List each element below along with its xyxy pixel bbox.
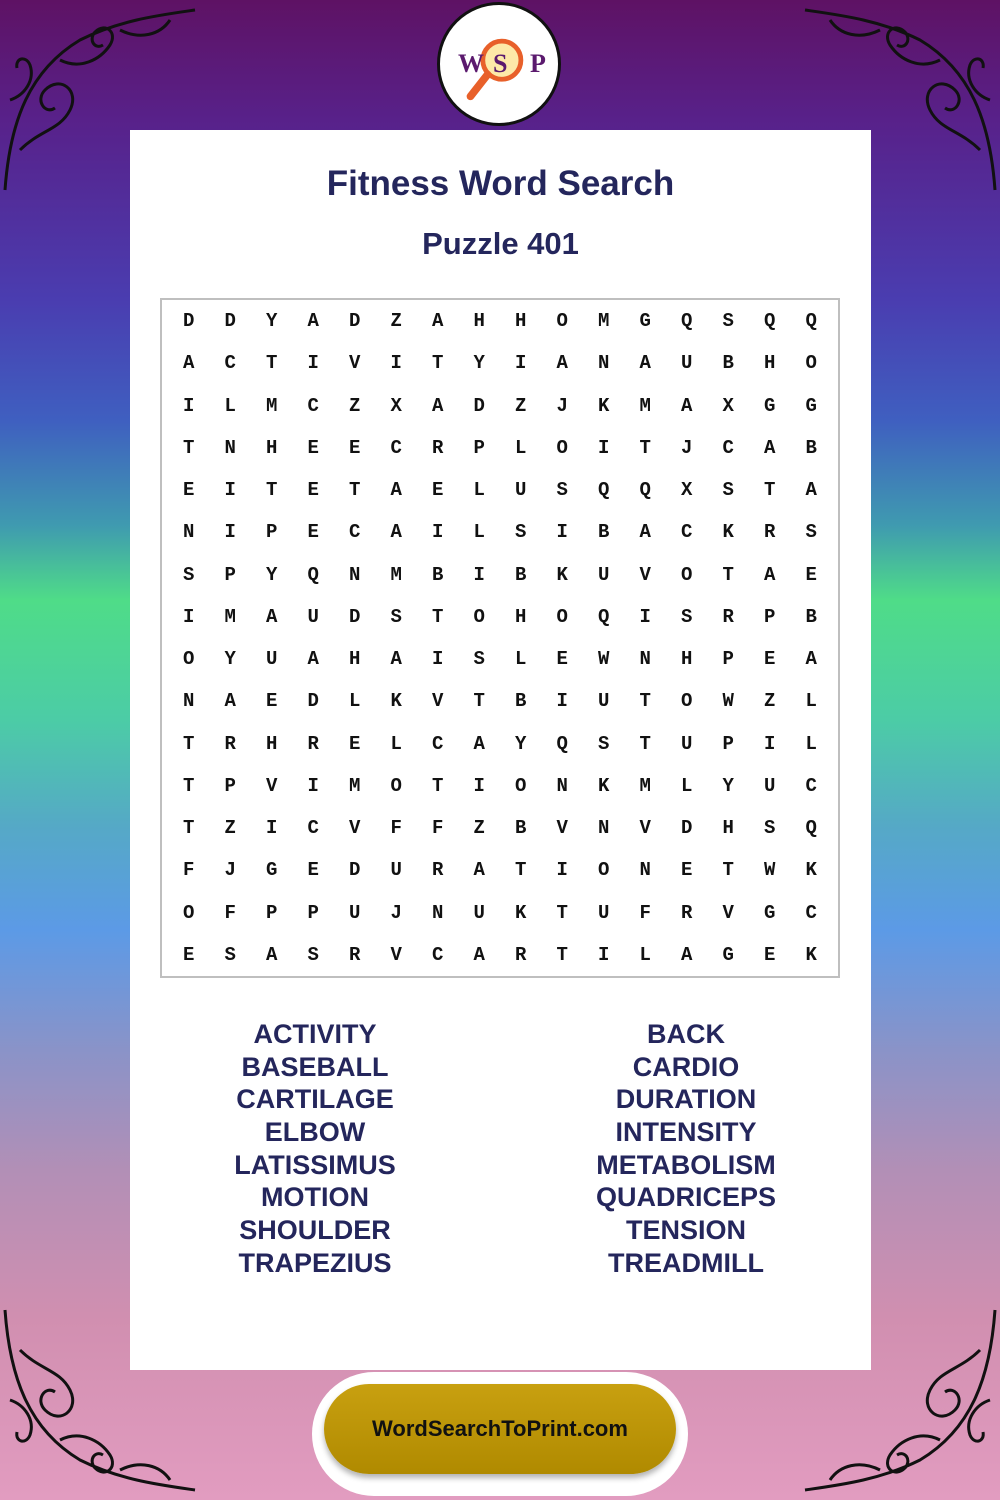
- grid-cell[interactable]: Q: [805, 310, 817, 333]
- grid-cell[interactable]: V: [639, 817, 651, 840]
- grid-cell[interactable]: J: [681, 436, 693, 459]
- grid-cell[interactable]: W: [598, 648, 610, 671]
- grid-cell[interactable]: K: [598, 394, 610, 417]
- grid-cell[interactable]: E: [183, 943, 195, 966]
- grid-cell[interactable]: U: [349, 901, 361, 924]
- grid-cell[interactable]: O: [390, 774, 402, 797]
- grid-cell[interactable]: K: [598, 774, 610, 797]
- grid-cell[interactable]: E: [307, 521, 319, 544]
- grid-cell[interactable]: N: [639, 648, 651, 671]
- grid-cell[interactable]: A: [266, 605, 278, 628]
- grid-cell[interactable]: Z: [349, 394, 361, 417]
- grid-cell[interactable]: E: [764, 648, 776, 671]
- grid-cell[interactable]: S: [183, 563, 195, 586]
- grid-cell[interactable]: A: [432, 310, 444, 333]
- grid-cell[interactable]: V: [722, 901, 734, 924]
- grid-cell[interactable]: I: [639, 605, 651, 628]
- grid-cell[interactable]: C: [432, 943, 444, 966]
- grid-cell[interactable]: C: [722, 436, 734, 459]
- grid-cell[interactable]: V: [556, 817, 568, 840]
- logo-letter-s: S: [493, 49, 508, 78]
- grid-cell[interactable]: R: [224, 732, 236, 755]
- grid-cell[interactable]: E: [349, 436, 361, 459]
- grid-cell[interactable]: L: [349, 690, 361, 713]
- grid-cell[interactable]: K: [805, 943, 817, 966]
- grid-cell[interactable]: A: [805, 479, 817, 502]
- grid-cell[interactable]: L: [805, 690, 817, 713]
- grid-cell[interactable]: A: [432, 394, 444, 417]
- grid-cell[interactable]: T: [639, 436, 651, 459]
- grid-cell[interactable]: E: [681, 859, 693, 882]
- grid-cell[interactable]: A: [473, 859, 485, 882]
- puzzle-number: Puzzle 401: [422, 226, 579, 261]
- grid-cell[interactable]: Y: [266, 563, 278, 586]
- grid-cell[interactable]: C: [390, 436, 402, 459]
- grid-cell[interactable]: M: [266, 394, 278, 417]
- grid-cell[interactable]: D: [349, 310, 361, 333]
- grid-cell[interactable]: V: [266, 774, 278, 797]
- grid-cell[interactable]: U: [598, 901, 610, 924]
- word-list-item: INTENSITY: [615, 1117, 757, 1148]
- grid-cell[interactable]: C: [349, 521, 361, 544]
- grid-cell[interactable]: R: [764, 521, 776, 544]
- grid-cell[interactable]: I: [183, 605, 195, 628]
- grid-cell[interactable]: Q: [639, 479, 651, 502]
- grid-cell[interactable]: I: [266, 817, 278, 840]
- grid-cell[interactable]: T: [266, 479, 278, 502]
- grid-cell[interactable]: O: [681, 563, 693, 586]
- word-list-right: [501, 1018, 871, 1280]
- grid-cell[interactable]: L: [515, 648, 527, 671]
- grid-cell[interactable]: I: [473, 774, 485, 797]
- grid-cell[interactable]: T: [515, 859, 527, 882]
- grid-cell[interactable]: A: [390, 479, 402, 502]
- grid-cell[interactable]: O: [556, 605, 568, 628]
- grid-cell[interactable]: G: [764, 901, 776, 924]
- grid-cell[interactable]: K: [556, 563, 568, 586]
- grid-cell[interactable]: C: [224, 352, 236, 375]
- grid-cell[interactable]: G: [722, 943, 734, 966]
- grid-cell[interactable]: E: [307, 859, 319, 882]
- grid-cell[interactable]: A: [639, 521, 651, 544]
- grid-cell[interactable]: A: [805, 648, 817, 671]
- grid-cell[interactable]: P: [722, 648, 734, 671]
- word-list-item: ELBOW: [264, 1117, 366, 1148]
- grid-cell[interactable]: B: [598, 521, 610, 544]
- grid-cell[interactable]: S: [224, 943, 236, 966]
- grid-cell[interactable]: I: [556, 859, 568, 882]
- grid-cell[interactable]: B: [805, 605, 817, 628]
- grid-cell[interactable]: T: [432, 352, 444, 375]
- grid-cell[interactable]: M: [390, 563, 402, 586]
- grid-cell[interactable]: R: [681, 901, 693, 924]
- grid-cell[interactable]: D: [183, 310, 195, 333]
- grid-cell[interactable]: G: [639, 310, 651, 333]
- grid-cell[interactable]: O: [183, 648, 195, 671]
- grid-cell[interactable]: D: [224, 310, 236, 333]
- grid-cell[interactable]: N: [556, 774, 568, 797]
- grid-cell[interactable]: X: [722, 394, 734, 417]
- grid-cell[interactable]: S: [473, 648, 485, 671]
- grid-cell[interactable]: B: [515, 563, 527, 586]
- grid-cell[interactable]: U: [681, 352, 693, 375]
- grid-cell[interactable]: F: [432, 817, 444, 840]
- grid-cell[interactable]: H: [681, 648, 693, 671]
- grid-cell[interactable]: Z: [390, 310, 402, 333]
- grid-cell[interactable]: G: [764, 394, 776, 417]
- grid-cell[interactable]: C: [307, 817, 319, 840]
- grid-cell[interactable]: I: [432, 648, 444, 671]
- grid-cell[interactable]: A: [639, 352, 651, 375]
- grid-cell[interactable]: T: [722, 859, 734, 882]
- grid-cell[interactable]: L: [681, 774, 693, 797]
- grid-cell[interactable]: I: [764, 732, 776, 755]
- grid-cell[interactable]: O: [681, 690, 693, 713]
- grid-cell[interactable]: S: [805, 521, 817, 544]
- word-list-item: METABOLISM: [596, 1149, 776, 1180]
- word-list-item: DURATION: [615, 1084, 757, 1115]
- grid-cell[interactable]: Y: [515, 732, 527, 755]
- grid-cell[interactable]: A: [556, 352, 568, 375]
- grid-cell[interactable]: C: [805, 901, 817, 924]
- grid-cell[interactable]: D: [681, 817, 693, 840]
- grid-cell[interactable]: I: [224, 479, 236, 502]
- grid-cell[interactable]: G: [266, 859, 278, 882]
- word-list-item: CARTILAGE: [236, 1084, 394, 1115]
- grid-cell[interactable]: R: [432, 436, 444, 459]
- grid-cell[interactable]: U: [598, 563, 610, 586]
- word-list-item: LATISSIMUS: [234, 1149, 396, 1180]
- grid-cell[interactable]: V: [432, 690, 444, 713]
- grid-cell[interactable]: M: [349, 774, 361, 797]
- grid-cell[interactable]: A: [266, 943, 278, 966]
- grid-cell[interactable]: L: [224, 394, 236, 417]
- grid-cell[interactable]: T: [639, 690, 651, 713]
- grid-cell[interactable]: R: [722, 605, 734, 628]
- grid-cell[interactable]: O: [598, 859, 610, 882]
- grid-cell[interactable]: V: [390, 943, 402, 966]
- grid-cell[interactable]: I: [390, 352, 402, 375]
- grid-cell[interactable]: V: [639, 563, 651, 586]
- grid-cell[interactable]: K: [805, 859, 817, 882]
- grid-cell[interactable]: B: [515, 690, 527, 713]
- grid-cell[interactable]: U: [515, 479, 527, 502]
- grid-cell[interactable]: K: [722, 521, 734, 544]
- grid-cell[interactable]: M: [639, 394, 651, 417]
- grid-cell[interactable]: Y: [224, 648, 236, 671]
- grid-cell[interactable]: O: [556, 310, 568, 333]
- grid-cell[interactable]: Y: [266, 310, 278, 333]
- grid-cell[interactable]: H: [266, 436, 278, 459]
- grid-cell[interactable]: Q: [598, 479, 610, 502]
- grid-cell[interactable]: K: [515, 901, 527, 924]
- grid-cell[interactable]: C: [307, 394, 319, 417]
- page-title: Fitness Word Search: [326, 164, 675, 203]
- grid-cell[interactable]: A: [764, 436, 776, 459]
- grid-cell[interactable]: H: [473, 310, 485, 333]
- grid-cell[interactable]: Q: [681, 310, 693, 333]
- grid-cell[interactable]: X: [390, 394, 402, 417]
- grid-cell[interactable]: A: [183, 352, 195, 375]
- grid-cell[interactable]: P: [266, 521, 278, 544]
- website-link[interactable]: WordSearchToPrint.com: [372, 1416, 628, 1441]
- grid-cell[interactable]: S: [307, 943, 319, 966]
- grid-cell[interactable]: J: [390, 901, 402, 924]
- grid-cell[interactable]: I: [598, 436, 610, 459]
- grid-cell[interactable]: E: [556, 648, 568, 671]
- grid-cell[interactable]: P: [307, 901, 319, 924]
- grid-cell[interactable]: U: [598, 690, 610, 713]
- grid-cell[interactable]: R: [349, 943, 361, 966]
- grid-cell[interactable]: Z: [224, 817, 236, 840]
- grid-cell[interactable]: U: [390, 859, 402, 882]
- grid-cell[interactable]: S: [764, 817, 776, 840]
- grid-cell[interactable]: T: [432, 774, 444, 797]
- grid-cell[interactable]: C: [805, 774, 817, 797]
- grid-cell[interactable]: O: [556, 436, 568, 459]
- grid-cell[interactable]: I: [598, 943, 610, 966]
- grid-cell[interactable]: U: [307, 605, 319, 628]
- grid-cell[interactable]: F: [390, 817, 402, 840]
- logo-letter-w: W: [458, 49, 484, 78]
- grid-cell[interactable]: K: [390, 690, 402, 713]
- grid-cell[interactable]: A: [390, 521, 402, 544]
- word-list-item: ACTIVITY: [253, 1019, 377, 1049]
- word-list-item: SHOULDER: [239, 1215, 391, 1246]
- grid-cell[interactable]: L: [390, 732, 402, 755]
- grid-cell[interactable]: E: [805, 563, 817, 586]
- grid-cell[interactable]: A: [473, 943, 485, 966]
- grid-cell[interactable]: S: [722, 479, 734, 502]
- grid-cell[interactable]: X: [681, 479, 693, 502]
- grid-cell[interactable]: O: [183, 901, 195, 924]
- grid-cell[interactable]: A: [390, 648, 402, 671]
- letter-grid: [160, 298, 840, 978]
- grid-cell[interactable]: J: [224, 859, 236, 882]
- grid-cell[interactable]: D: [307, 690, 319, 713]
- grid-cell[interactable]: B: [515, 817, 527, 840]
- word-list-item: BACK: [647, 1019, 725, 1049]
- grid-cell[interactable]: L: [515, 436, 527, 459]
- grid-cell[interactable]: L: [805, 732, 817, 755]
- grid-cell[interactable]: T: [556, 943, 568, 966]
- grid-cell[interactable]: A: [764, 563, 776, 586]
- grid-cell[interactable]: T: [473, 690, 485, 713]
- grid-cell[interactable]: B: [805, 436, 817, 459]
- grid-cell[interactable]: T: [183, 436, 195, 459]
- grid-cell[interactable]: S: [598, 732, 610, 755]
- site-logo[interactable]: [437, 2, 561, 126]
- grid-cell[interactable]: N: [432, 901, 444, 924]
- footer-banner[interactable]: [312, 1372, 688, 1496]
- grid-cell[interactable]: T: [722, 563, 734, 586]
- grid-cell[interactable]: I: [515, 352, 527, 375]
- grid-cell[interactable]: O: [473, 605, 485, 628]
- grid-cell[interactable]: S: [390, 605, 402, 628]
- grid-cell[interactable]: H: [266, 732, 278, 755]
- grid-cell[interactable]: Y: [473, 352, 485, 375]
- grid-cell[interactable]: N: [183, 521, 195, 544]
- website-button[interactable]: [324, 1384, 676, 1474]
- grid-cell[interactable]: F: [183, 859, 195, 882]
- grid-cell[interactable]: S: [556, 479, 568, 502]
- grid-cell[interactable]: Q: [764, 310, 776, 333]
- grid-cell[interactable]: T: [266, 352, 278, 375]
- grid-cell[interactable]: U: [266, 648, 278, 671]
- grid-cell[interactable]: T: [349, 479, 361, 502]
- grid-cell[interactable]: T: [183, 817, 195, 840]
- grid-cell[interactable]: I: [432, 521, 444, 544]
- grid-cell[interactable]: N: [224, 436, 236, 459]
- grid-cell[interactable]: P: [764, 605, 776, 628]
- grid-cell[interactable]: I: [556, 521, 568, 544]
- grid-cell[interactable]: G: [805, 394, 817, 417]
- grid-cell[interactable]: A: [681, 394, 693, 417]
- grid-cell[interactable]: E: [764, 943, 776, 966]
- grid-cell[interactable]: D: [349, 605, 361, 628]
- grid-cell[interactable]: D: [349, 859, 361, 882]
- word-list-item: TREADMILL: [608, 1247, 764, 1278]
- grid-cell[interactable]: P: [473, 436, 485, 459]
- grid-cell[interactable]: M: [224, 605, 236, 628]
- grid-cell[interactable]: I: [556, 690, 568, 713]
- grid-cell[interactable]: C: [432, 732, 444, 755]
- grid-cell[interactable]: H: [515, 310, 527, 333]
- grid-cell[interactable]: O: [805, 352, 817, 375]
- grid-cell[interactable]: E: [307, 436, 319, 459]
- grid-cell[interactable]: H: [764, 352, 776, 375]
- grid-cell[interactable]: Q: [556, 732, 568, 755]
- grid-cell[interactable]: T: [556, 901, 568, 924]
- grid-cell[interactable]: Z: [473, 817, 485, 840]
- grid-cell[interactable]: Q: [307, 563, 319, 586]
- grid-cell[interactable]: T: [183, 732, 195, 755]
- word-list-left: [130, 1018, 500, 1280]
- word-list-item: BASEBALL: [241, 1051, 389, 1082]
- grid-cell[interactable]: N: [639, 859, 651, 882]
- grid-cell[interactable]: I: [473, 563, 485, 586]
- word-list-item: TENSION: [625, 1215, 746, 1246]
- grid-cell[interactable]: C: [681, 521, 693, 544]
- word-list-item: TRAPEZIUS: [238, 1247, 392, 1278]
- grid-cell[interactable]: A: [681, 943, 693, 966]
- grid-cell[interactable]: M: [639, 774, 651, 797]
- grid-cell[interactable]: N: [349, 563, 361, 586]
- grid-cell[interactable]: E: [307, 479, 319, 502]
- grid-cell[interactable]: J: [556, 394, 568, 417]
- grid-cell[interactable]: Q: [598, 605, 610, 628]
- word-list-item: QUADRICEPS: [595, 1182, 777, 1213]
- grid-cell[interactable]: T: [639, 732, 651, 755]
- grid-cell[interactable]: Z: [515, 394, 527, 417]
- grid-cell[interactable]: W: [764, 859, 776, 882]
- grid-cell[interactable]: M: [598, 310, 610, 333]
- grid-cell[interactable]: B: [432, 563, 444, 586]
- grid-cell[interactable]: L: [473, 479, 485, 502]
- grid-cell[interactable]: H: [515, 605, 527, 628]
- grid-cell[interactable]: F: [224, 901, 236, 924]
- grid-cell[interactable]: A: [224, 690, 236, 713]
- grid-cell[interactable]: N: [598, 817, 610, 840]
- grid-cell[interactable]: N: [598, 352, 610, 375]
- grid-cell[interactable]: P: [266, 901, 278, 924]
- grid-cell[interactable]: V: [349, 817, 361, 840]
- grid-cell[interactable]: N: [183, 690, 195, 713]
- grid-cell[interactable]: L: [473, 521, 485, 544]
- grid-cell[interactable]: T: [432, 605, 444, 628]
- grid-cell[interactable]: I: [307, 774, 319, 797]
- grid-cell[interactable]: Z: [764, 690, 776, 713]
- grid-cell[interactable]: A: [307, 310, 319, 333]
- grid-cell[interactable]: D: [473, 394, 485, 417]
- grid-cell[interactable]: I: [307, 352, 319, 375]
- grid-cell[interactable]: B: [722, 352, 734, 375]
- grid-cell[interactable]: R: [307, 732, 319, 755]
- grid-cell[interactable]: E: [266, 690, 278, 713]
- grid-cell[interactable]: S: [681, 605, 693, 628]
- grid-cell[interactable]: Y: [722, 774, 734, 797]
- grid-cell[interactable]: Q: [805, 817, 817, 840]
- grid-cell[interactable]: T: [183, 774, 195, 797]
- grid-cell[interactable]: P: [224, 563, 236, 586]
- grid-cell[interactable]: P: [224, 774, 236, 797]
- grid-cell[interactable]: R: [432, 859, 444, 882]
- logo-letter-p: P: [530, 49, 546, 78]
- grid-cell[interactable]: H: [349, 648, 361, 671]
- grid-cell[interactable]: T: [764, 479, 776, 502]
- grid-cell[interactable]: U: [681, 732, 693, 755]
- grid-cell[interactable]: R: [515, 943, 527, 966]
- grid-cell[interactable]: E: [183, 479, 195, 502]
- grid-cell[interactable]: E: [349, 732, 361, 755]
- word-list-item: CARDIO: [632, 1051, 740, 1082]
- grid-cell[interactable]: A: [473, 732, 485, 755]
- grid-cell[interactable]: I: [183, 394, 195, 417]
- grid-cell[interactable]: V: [349, 352, 361, 375]
- grid-cell[interactable]: A: [307, 648, 319, 671]
- grid-cell[interactable]: I: [224, 521, 236, 544]
- grid-cell[interactable]: S: [515, 521, 527, 544]
- word-list-item: MOTION: [261, 1182, 369, 1213]
- grid-cell[interactable]: L: [639, 943, 651, 966]
- grid-cell[interactable]: U: [764, 774, 776, 797]
- grid-cell[interactable]: P: [722, 732, 734, 755]
- grid-cell[interactable]: S: [722, 310, 734, 333]
- grid-cell[interactable]: U: [473, 901, 485, 924]
- grid-cell[interactable]: O: [515, 774, 527, 797]
- grid-cell[interactable]: W: [722, 690, 734, 713]
- grid-cell[interactable]: F: [639, 901, 651, 924]
- puzzle-card: [130, 130, 871, 1370]
- grid-cell[interactable]: H: [722, 817, 734, 840]
- grid-cell[interactable]: E: [432, 479, 444, 502]
